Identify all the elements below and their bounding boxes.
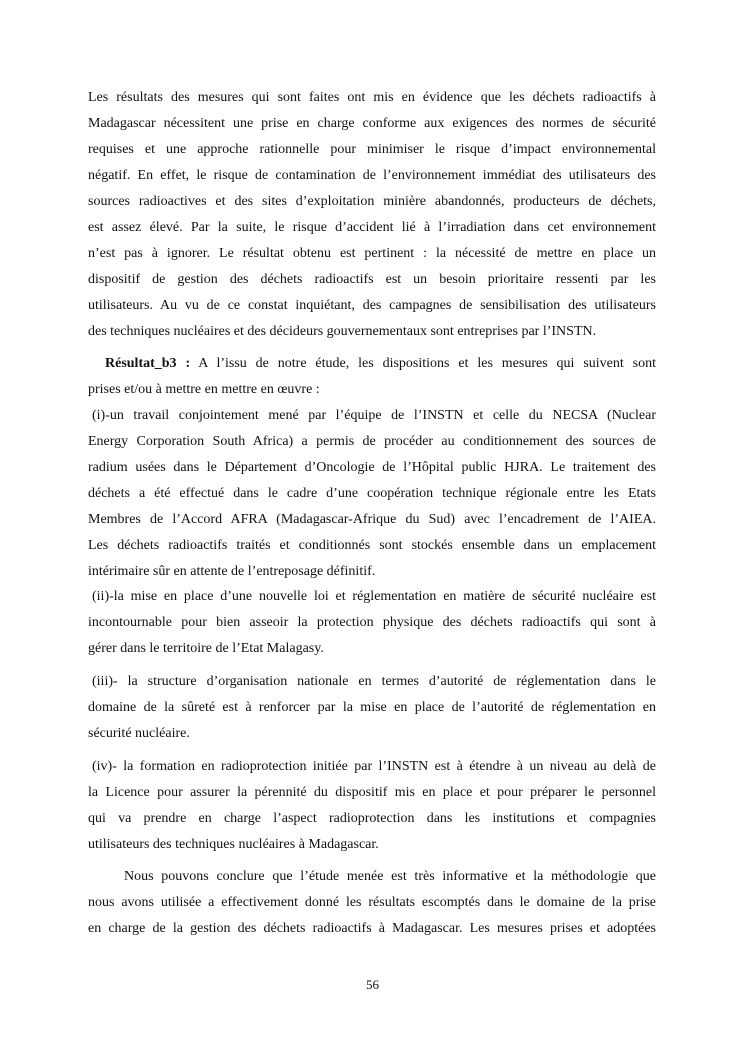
- text-line: gérer dans le territoire de l’Etat Malagasy.: [88, 641, 324, 656]
- paragraph-results-summary: [88, 85, 656, 345]
- text-line: Les résultats des mesures qui sont faites ont mis en évidence que les déchets radioactifs à: [88, 90, 656, 105]
- text-line: déchets a été effectué dans le cadre d’une coopération technique régionale entre les Etats: [88, 486, 656, 501]
- paragraph-item-i: [88, 403, 656, 585]
- text-line: qui va prendre en charge l’aspect radioprotection dans les institutions et compagnies: [88, 811, 656, 826]
- heading-continuation: A l’issu de notre étude, les dispositions et les mesures qui suivent sont: [190, 356, 656, 371]
- text-line: intérimaire sûr en attente de l’entreposage définitif.: [88, 564, 376, 579]
- text-line: Energy Corporation South Africa) a permis de procéder au conditionnement des sources de: [88, 434, 656, 449]
- text-line: dispositif de gestion des déchets radioactifs est un besoin prioritaire ressenti par les: [88, 272, 656, 287]
- text-line: sources radioactives et des sites d’exploitation minière abandonnés, producteurs de déchets,: [88, 194, 656, 209]
- result-heading: Résultat_b3 :: [105, 356, 191, 371]
- text-line: la Licence pour assurer la pérennité du dispositif mis en place et pour préparer le personnel: [88, 785, 656, 800]
- paragraph-result-b3: [88, 351, 656, 403]
- text-line: requises et une approche rationnelle pour minimiser le risque d’impact environnemental: [88, 142, 656, 157]
- text-line: (ii)-la mise en place d’une nouvelle loi et réglementation en matière de sécurité nucléaire est: [92, 589, 656, 604]
- text-line: [88, 351, 656, 377]
- text-line: (i)-un travail conjointement mené par l’équipe de l’INSTN et celle du NECSA (Nuclear: [92, 408, 656, 423]
- text-line: Membres de l’Accord AFRA (Madagascar-Afrique du Sud) avec l’encadrement de l’AIEA.: [88, 512, 656, 527]
- text-line: sécurité nucléaire.: [88, 726, 190, 741]
- text-line: Les déchets radioactifs traités et conditionnés sont stockés ensemble dans un emplacement: [88, 538, 656, 553]
- text-line: des techniques nucléaires et des décideurs gouvernementaux sont entreprises par l’INSTN.: [88, 324, 597, 339]
- text-line: Madagascar nécessitent une prise en charge conforme aux exigences des normes de sécurité: [88, 116, 656, 131]
- page-number: 56: [366, 977, 379, 992]
- text-line: incontournable pour bien asseoir la protection physique des déchets radioactifs qui sont à: [88, 615, 656, 630]
- text-line: n’est pas à ignorer. Le résultat obtenu est pertinent : la nécessité de mettre en place un: [88, 246, 656, 261]
- text-line: (iv)- la formation en radioprotection initiée par l’INSTN est à étendre à un niveau au delà de: [92, 759, 656, 774]
- text-line: domaine de la sûreté est à renforcer par la mise en place de l’autorité de réglementation en: [88, 700, 656, 715]
- text-line: (iii)- la structure d’organisation nationale en termes d’autorité de réglementation dans le: [92, 674, 656, 689]
- text-line: négatif. En effet, le risque de contamination de l’environnement immédiat des utilisateurs des: [88, 168, 656, 183]
- text-line: prises et/ou à mettre en mettre en œuvre :: [88, 382, 320, 397]
- text-line: nous avons utilisée a effectivement donné les résultats escomptés dans le domaine de la prise: [88, 895, 656, 910]
- text-line: est assez élevé. Par la suite, le risque d’accident lié à l’irradiation dans cet environnement: [88, 220, 656, 235]
- text-line: utilisateurs. Au vu de ce constat inquiétant, des campagnes de sensibilisation des utilisateurs: [88, 298, 656, 313]
- text-line: Nous pouvons conclure que l’étude menée est très informative et la méthodologie que: [124, 869, 656, 884]
- text-line: utilisateurs des techniques nucléaires à Madagascar.: [88, 837, 379, 852]
- paragraph-item-iv: [88, 754, 656, 858]
- paragraph-conclusion: [88, 864, 656, 942]
- text-line: radium usées dans le Département d’Oncologie de l’Hôpital public HJRA. Le traitement des: [88, 460, 656, 475]
- paragraph-item-ii: [88, 584, 656, 662]
- text-line: en charge de la gestion des déchets radioactifs à Madagascar. Les mesures prises et adoptées: [88, 921, 656, 936]
- paragraph-item-iii: [88, 669, 656, 747]
